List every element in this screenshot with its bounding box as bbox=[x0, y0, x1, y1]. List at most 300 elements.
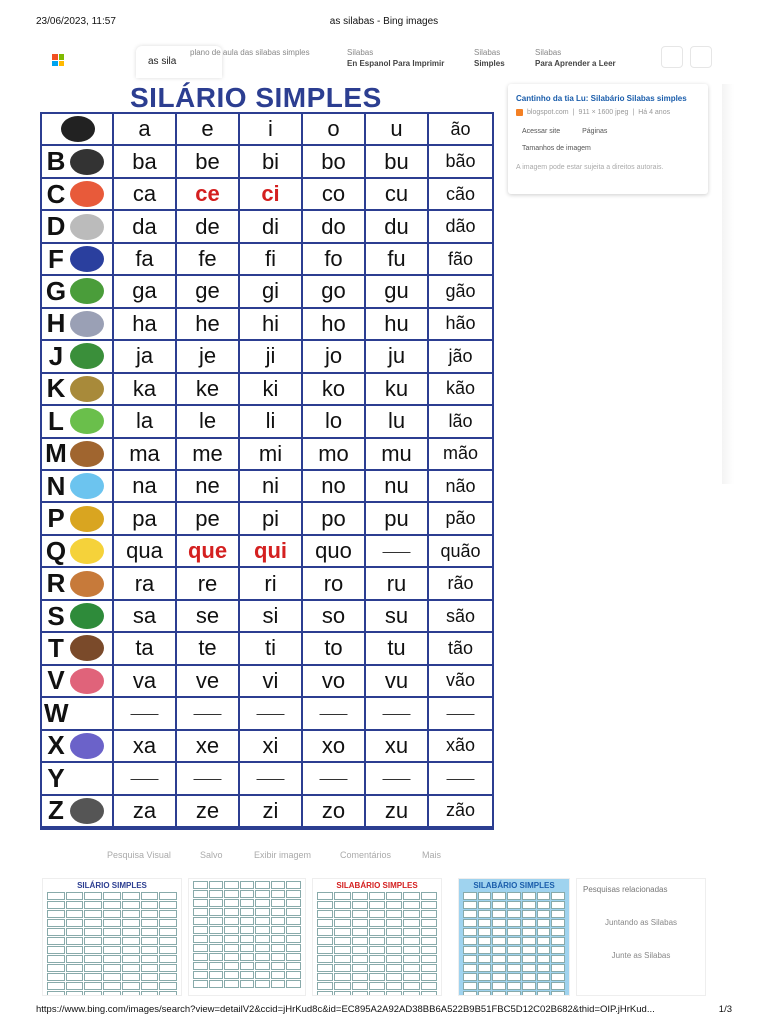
thumbnail-cell bbox=[369, 973, 385, 981]
thumbnail-cell bbox=[369, 910, 385, 918]
thumbnail-cell bbox=[537, 955, 551, 963]
thumbnail-cell bbox=[478, 991, 492, 996]
thumbnail-cell bbox=[209, 962, 224, 970]
syllable-cell: je bbox=[177, 341, 240, 373]
thumbnail-cell bbox=[240, 971, 255, 979]
thumbnail-cell bbox=[352, 910, 368, 918]
thumbnail[interactable] bbox=[188, 878, 306, 996]
thumbnail-cell bbox=[224, 917, 239, 925]
illustration-icon bbox=[70, 246, 104, 272]
thumbnail-title: SILABÁRIO SIMPLES bbox=[336, 881, 418, 890]
row-letter-cell bbox=[42, 698, 114, 730]
thumbnail-cell bbox=[537, 901, 551, 909]
thumbnail-cell bbox=[551, 901, 565, 909]
thumbnail-cell bbox=[551, 910, 565, 918]
thumbnail-cell bbox=[463, 901, 477, 909]
syllable-cell: ha bbox=[114, 309, 177, 341]
row-letter-cell bbox=[42, 601, 114, 633]
thumbnail-cell bbox=[421, 919, 437, 927]
thumbnail-cell bbox=[193, 971, 208, 979]
thumbnail-cell bbox=[352, 946, 368, 954]
syllable-cell: xi bbox=[240, 731, 303, 763]
syllable-cell: nu bbox=[366, 471, 429, 503]
thumbnail-cell bbox=[551, 892, 565, 900]
thumbnail-cell bbox=[122, 946, 140, 954]
thumbnail-cell bbox=[209, 881, 224, 889]
thumbnail-cell bbox=[386, 955, 402, 963]
thumbnail-cell bbox=[286, 890, 301, 898]
image-age: Há 4 anos bbox=[638, 109, 671, 116]
syllable-cell: fu bbox=[366, 244, 429, 276]
header-button[interactable] bbox=[690, 46, 712, 68]
thumbnail-cell bbox=[47, 964, 65, 972]
thumbnail-cell bbox=[352, 901, 368, 909]
thumbnail-cell bbox=[386, 982, 402, 990]
thumbnail-grid bbox=[193, 881, 301, 988]
syllable-cell: não bbox=[429, 471, 492, 503]
thumbnail-cell bbox=[66, 982, 84, 990]
thumbnail-cell bbox=[463, 892, 477, 900]
thumbnail-cell bbox=[317, 919, 333, 927]
thumbnail-cell bbox=[334, 964, 350, 972]
image-action-bar bbox=[100, 850, 460, 864]
thumbnail-cell bbox=[522, 955, 536, 963]
save-button[interactable]: Salvo bbox=[200, 850, 223, 860]
syllable-cell: ke bbox=[177, 374, 240, 406]
thumbnail-cell bbox=[122, 964, 140, 972]
syllable-cell: pu bbox=[366, 503, 429, 535]
thumbnail-cell bbox=[386, 919, 402, 927]
thumbnail-cell bbox=[209, 926, 224, 934]
syllable-cell: so bbox=[303, 601, 366, 633]
thumbnail-cell bbox=[271, 980, 286, 988]
thumbnail-cell bbox=[352, 928, 368, 936]
thumbnail-cell bbox=[286, 980, 301, 988]
thumbnail-cell bbox=[478, 892, 492, 900]
thumbnail-cell bbox=[122, 991, 140, 996]
thumbnail-cell bbox=[209, 953, 224, 961]
thumbnail-cell bbox=[317, 991, 333, 996]
image-sizes-button[interactable]: Tamanhos de imagem bbox=[522, 145, 591, 152]
thumbnail-cell bbox=[193, 944, 208, 952]
thumbnail-cell bbox=[209, 899, 224, 907]
syllable-cell: ga bbox=[114, 276, 177, 308]
thumbnail-cell bbox=[507, 982, 521, 990]
thumbnail-cell bbox=[352, 919, 368, 927]
syllable-cell: tu bbox=[366, 633, 429, 665]
more-button[interactable]: Mais bbox=[422, 850, 442, 860]
empty-syllable: —— bbox=[240, 698, 303, 730]
thumbnail-cell bbox=[224, 890, 239, 898]
row-letter-cell bbox=[42, 374, 114, 406]
thumbnail-cell bbox=[271, 899, 286, 907]
thumbnail-cell bbox=[551, 955, 565, 963]
bing-header bbox=[36, 42, 732, 82]
syllable-cell: ve bbox=[177, 666, 240, 698]
illustration-icon bbox=[70, 149, 104, 175]
thumbnail-cell bbox=[286, 908, 301, 916]
syllable-cell: de bbox=[177, 211, 240, 243]
empty-syllable: —— bbox=[177, 763, 240, 795]
thumbnail-cell bbox=[492, 955, 506, 963]
syllable-cell: fão bbox=[429, 244, 492, 276]
illustration-icon bbox=[70, 538, 104, 564]
thumbnail-cell bbox=[47, 946, 65, 954]
related-search-item[interactable]: Junte as Silabas bbox=[611, 951, 671, 960]
thumbnail-cell bbox=[159, 901, 177, 909]
thumbnail-cell bbox=[317, 892, 333, 900]
thumbnail-cell bbox=[334, 991, 350, 996]
row-letter: T bbox=[48, 633, 64, 663]
thumbnail-cell bbox=[551, 973, 565, 981]
thumbnail-cell bbox=[141, 901, 159, 909]
thumbnail-cell bbox=[317, 946, 333, 954]
syllable-cell: za bbox=[114, 796, 177, 828]
thumbnail-cell bbox=[66, 928, 84, 936]
row-letter-cell bbox=[42, 309, 114, 341]
related-search-item[interactable]: Juntando as Silabas bbox=[604, 918, 678, 927]
thumbnail-cell bbox=[255, 890, 270, 898]
spider-icon-cell bbox=[42, 114, 114, 146]
syllable-cell: lão bbox=[429, 406, 492, 438]
syllable-cell: qua bbox=[114, 536, 177, 568]
vowel-header: ão bbox=[429, 114, 492, 146]
visit-site-button[interactable]: Acessar site bbox=[522, 128, 561, 135]
thumbnail-cell bbox=[159, 919, 177, 927]
syllable-cell: ri bbox=[240, 568, 303, 600]
thumbnail-cell bbox=[103, 919, 121, 927]
main-image[interactable] bbox=[40, 82, 494, 832]
image-dimensions: 911 × 1600 jpeg bbox=[578, 109, 629, 116]
pages-button[interactable]: Páginas bbox=[582, 128, 608, 135]
vowel-header: u bbox=[366, 114, 429, 146]
syllable-cell: bo bbox=[303, 146, 366, 178]
empty-syllable: —— bbox=[366, 763, 429, 795]
thumbnail-cell bbox=[103, 946, 121, 954]
syllable-cell: vo bbox=[303, 666, 366, 698]
microsoft-logo-icon[interactable] bbox=[52, 54, 64, 66]
syllable-cell: du bbox=[366, 211, 429, 243]
illustration-icon bbox=[70, 668, 104, 694]
empty-syllable: —— bbox=[303, 698, 366, 730]
syllable-cell: ka bbox=[114, 374, 177, 406]
thumbnail-cell bbox=[193, 890, 208, 898]
thumbnail-cell bbox=[141, 928, 159, 936]
comments-button[interactable]: Comentários bbox=[340, 850, 392, 860]
thumbnail-cell bbox=[463, 946, 477, 954]
thumbnail-cell bbox=[141, 919, 159, 927]
thumbnail-cell bbox=[551, 964, 565, 972]
row-letter-cell bbox=[42, 666, 114, 698]
thumbnail-cell bbox=[522, 910, 536, 918]
thumbnail-cell bbox=[103, 982, 121, 990]
thumbnail-cell bbox=[352, 937, 368, 945]
thumbnail-cell bbox=[369, 937, 385, 945]
illustration-icon bbox=[70, 214, 104, 240]
thumbnail-cell bbox=[551, 928, 565, 936]
thumbnail-cell bbox=[463, 964, 477, 972]
syllable-cell: ja bbox=[114, 341, 177, 373]
thumbnail-cell bbox=[522, 982, 536, 990]
syllable-cell: gu bbox=[366, 276, 429, 308]
syllable-cell: ci bbox=[240, 179, 303, 211]
row-letter: L bbox=[48, 406, 64, 436]
thumbnail[interactable] bbox=[42, 878, 182, 996]
thumbnail-cell bbox=[66, 892, 84, 900]
row-letter-cell bbox=[42, 633, 114, 665]
thumbnail-cell bbox=[334, 892, 350, 900]
illustration-icon bbox=[70, 441, 104, 467]
syllable-table bbox=[40, 112, 494, 830]
illustration-icon bbox=[70, 798, 104, 824]
thumbnail-cell bbox=[122, 937, 140, 945]
thumbnail-cell bbox=[159, 928, 177, 936]
syllable-cell: tão bbox=[429, 633, 492, 665]
row-letter-cell bbox=[42, 179, 114, 211]
syllable-cell: do bbox=[303, 211, 366, 243]
thumbnail-cell bbox=[369, 919, 385, 927]
thumbnail-cell bbox=[224, 899, 239, 907]
syllable-cell: si bbox=[240, 601, 303, 633]
thumbnail-cell bbox=[352, 991, 368, 996]
thumbnail-cell bbox=[522, 946, 536, 954]
thumbnail-cell bbox=[386, 937, 402, 945]
syllable-cell: li bbox=[240, 406, 303, 438]
thumbnail-cell bbox=[255, 926, 270, 934]
row-letter-cell bbox=[42, 406, 114, 438]
source-title-link[interactable]: Cantinho da tia Lu: Silabário Silabas simples bbox=[516, 94, 687, 103]
thumbnail-cell bbox=[334, 946, 350, 954]
syllable-cell: be bbox=[177, 146, 240, 178]
illustration-icon bbox=[70, 343, 104, 369]
header-button[interactable] bbox=[661, 46, 683, 68]
thumbnail-cell bbox=[369, 901, 385, 909]
syllable-cell: bão bbox=[429, 146, 492, 178]
thumbnail-cell bbox=[522, 919, 536, 927]
row-letter: J bbox=[48, 341, 64, 371]
thumbnail-cell bbox=[47, 982, 65, 990]
thumbnail-cell bbox=[492, 919, 506, 927]
syllable-cell: ta bbox=[114, 633, 177, 665]
thumbnail-cell bbox=[122, 928, 140, 936]
thumbnail-cell bbox=[492, 973, 506, 981]
thumbnail-cell bbox=[193, 926, 208, 934]
row-letter-cell bbox=[42, 731, 114, 763]
thumbnail-cell bbox=[492, 991, 506, 996]
syllable-cell: rão bbox=[429, 568, 492, 600]
thumbnail-cell bbox=[463, 991, 477, 996]
print-url: https://www.bing.com/images/search?view=detailV2&ccid=jHrKud8c&id=EC895A2A92AD38BB6A522B9B51FBC5D12C02B682&thid=OIP.jHrKud... bbox=[36, 1004, 655, 1015]
thumbnail-cell bbox=[421, 892, 437, 900]
thumbnail-cell bbox=[334, 937, 350, 945]
syllable-cell: to bbox=[303, 633, 366, 665]
syllable-cell: bi bbox=[240, 146, 303, 178]
thumbnail-cell bbox=[240, 962, 255, 970]
thumbnail-cell bbox=[403, 982, 419, 990]
row-letter-cell bbox=[42, 503, 114, 535]
thumbnail-cell bbox=[492, 946, 506, 954]
thumbnail-cell bbox=[141, 937, 159, 945]
empty-syllable: —— bbox=[366, 536, 429, 568]
thumbnail-cell bbox=[386, 901, 402, 909]
thumbnail-cell bbox=[224, 926, 239, 934]
row-letter: S bbox=[47, 600, 65, 631]
row-letter: Y bbox=[47, 763, 65, 793]
thumbnail-cell bbox=[403, 991, 419, 996]
panel-edge bbox=[722, 84, 734, 484]
empty-syllable: —— bbox=[429, 763, 492, 795]
row-letter-cell bbox=[42, 536, 114, 568]
thumbnail-cell bbox=[103, 973, 121, 981]
syllable-cell: lo bbox=[303, 406, 366, 438]
thumbnail-cell bbox=[317, 973, 333, 981]
syllable-cell: cu bbox=[366, 179, 429, 211]
thumbnail-cell bbox=[522, 964, 536, 972]
thumbnail-cell bbox=[159, 991, 177, 996]
thumbnail-cell bbox=[66, 910, 84, 918]
thumbnail-cell bbox=[193, 935, 208, 943]
thumbnail-cell bbox=[122, 892, 140, 900]
row-letter: B bbox=[46, 146, 66, 177]
thumbnail-cell bbox=[193, 917, 208, 925]
thumbnail-cell bbox=[421, 928, 437, 936]
syllable-cell: quão bbox=[429, 536, 492, 568]
suggestion-item[interactable]: Silabas En Espanol Para Imprimir bbox=[347, 48, 445, 68]
syllable-cell: xu bbox=[366, 731, 429, 763]
thumbnail-cell bbox=[403, 964, 419, 972]
thumbnail-cell bbox=[255, 962, 270, 970]
thumbnail-cell bbox=[255, 881, 270, 889]
syllable-cell: se bbox=[177, 601, 240, 633]
suggestion-item[interactable]: plano de aula das silabas simples bbox=[190, 48, 310, 57]
thumbnail-cell bbox=[352, 955, 368, 963]
thumbnail-cell bbox=[369, 964, 385, 972]
thumbnail-cell bbox=[193, 980, 208, 988]
related-images-strip bbox=[42, 878, 712, 996]
syllable-cell: da bbox=[114, 211, 177, 243]
syllable-cell: po bbox=[303, 503, 366, 535]
vowel-header: e bbox=[177, 114, 240, 146]
thumbnail-cell bbox=[463, 982, 477, 990]
syllable-cell: no bbox=[303, 471, 366, 503]
thumbnail-cell bbox=[66, 937, 84, 945]
thumbnail-cell bbox=[286, 917, 301, 925]
syllable-cell: ji bbox=[240, 341, 303, 373]
thumbnail-cell bbox=[507, 910, 521, 918]
thumbnail-cell bbox=[421, 937, 437, 945]
syllable-cell: pa bbox=[114, 503, 177, 535]
visual-search-button[interactable]: Pesquisa Visual bbox=[107, 850, 171, 860]
thumbnail-cell bbox=[224, 935, 239, 943]
row-letter: Z bbox=[48, 795, 64, 826]
illustration-icon bbox=[70, 181, 104, 207]
thumbnail[interactable] bbox=[458, 878, 570, 996]
thumbnail-cell bbox=[240, 917, 255, 925]
thumbnail-cell bbox=[478, 901, 492, 909]
thumbnail-cell bbox=[255, 899, 270, 907]
thumbnail-cell bbox=[403, 919, 419, 927]
illustration-icon bbox=[70, 473, 104, 499]
thumbnail-cell bbox=[334, 919, 350, 927]
thumbnail-cell bbox=[255, 980, 270, 988]
thumbnail-cell bbox=[403, 973, 419, 981]
thumbnail-grid bbox=[317, 892, 437, 996]
thumbnail-cell bbox=[271, 926, 286, 934]
thumbnail-cell bbox=[522, 973, 536, 981]
row-letter-cell bbox=[42, 568, 114, 600]
thumbnail-cell bbox=[421, 973, 437, 981]
thumbnail-cell bbox=[47, 901, 65, 909]
thumbnail-cell bbox=[122, 901, 140, 909]
thumbnail-cell bbox=[537, 964, 551, 972]
thumbnail-cell bbox=[463, 955, 477, 963]
blogger-icon bbox=[516, 109, 523, 116]
thumbnail-cell bbox=[193, 881, 208, 889]
suggestion-item[interactable]: Silabas Simples bbox=[474, 48, 505, 68]
row-letter-cell bbox=[42, 763, 114, 795]
thumbnail-cell bbox=[159, 937, 177, 945]
syllable-cell: jão bbox=[429, 341, 492, 373]
thumbnail-cell bbox=[352, 973, 368, 981]
syllable-cell: hi bbox=[240, 309, 303, 341]
empty-syllable: —— bbox=[303, 763, 366, 795]
thumbnail-cell bbox=[84, 892, 102, 900]
thumbnail-cell bbox=[522, 991, 536, 996]
syllable-cell: ru bbox=[366, 568, 429, 600]
thumbnail-cell bbox=[507, 928, 521, 936]
thumbnail-cell bbox=[421, 991, 437, 996]
row-letter-cell bbox=[42, 341, 114, 373]
thumbnail-cell bbox=[255, 908, 270, 916]
thumbnail-cell bbox=[47, 892, 65, 900]
thumbnail-cell bbox=[103, 910, 121, 918]
thumbnail-cell bbox=[478, 937, 492, 945]
thumbnail-cell bbox=[159, 946, 177, 954]
thumbnail-title: SILABÁRIO SIMPLES bbox=[473, 881, 555, 890]
thumbnail-cell bbox=[66, 946, 84, 954]
thumbnail-cell bbox=[47, 973, 65, 981]
suggestion-item[interactable]: Silabas Para Aprender a Leer bbox=[535, 48, 616, 68]
syllable-cell: mão bbox=[429, 439, 492, 471]
thumbnail-cell bbox=[240, 908, 255, 916]
syllable-cell: su bbox=[366, 601, 429, 633]
thumbnail-cell bbox=[103, 991, 121, 996]
view-image-button[interactable]: Exibir imagem bbox=[254, 850, 312, 860]
illustration-icon bbox=[70, 311, 104, 337]
thumbnail-cell bbox=[271, 971, 286, 979]
search-input-value: as sila bbox=[148, 56, 177, 67]
thumbnail-cell bbox=[193, 908, 208, 916]
row-letter-cell bbox=[42, 276, 114, 308]
thumbnail-cell bbox=[352, 982, 368, 990]
row-letter: Q bbox=[45, 535, 67, 566]
syllable-cell: le bbox=[177, 406, 240, 438]
thumbnail-cell bbox=[84, 928, 102, 936]
thumbnail-cell bbox=[122, 919, 140, 927]
syllable-cell: ju bbox=[366, 341, 429, 373]
thumbnail-cell bbox=[463, 910, 477, 918]
thumbnail-cell bbox=[193, 899, 208, 907]
row-letter-cell bbox=[42, 146, 114, 178]
thumbnail-cell bbox=[492, 928, 506, 936]
thumbnail-cell bbox=[522, 892, 536, 900]
thumbnail-cell bbox=[478, 964, 492, 972]
syllable-cell: re bbox=[177, 568, 240, 600]
thumbnail-cell bbox=[317, 928, 333, 936]
thumbnail-cell bbox=[478, 910, 492, 918]
thumbnail-cell bbox=[84, 982, 102, 990]
thumbnail[interactable] bbox=[312, 878, 442, 996]
